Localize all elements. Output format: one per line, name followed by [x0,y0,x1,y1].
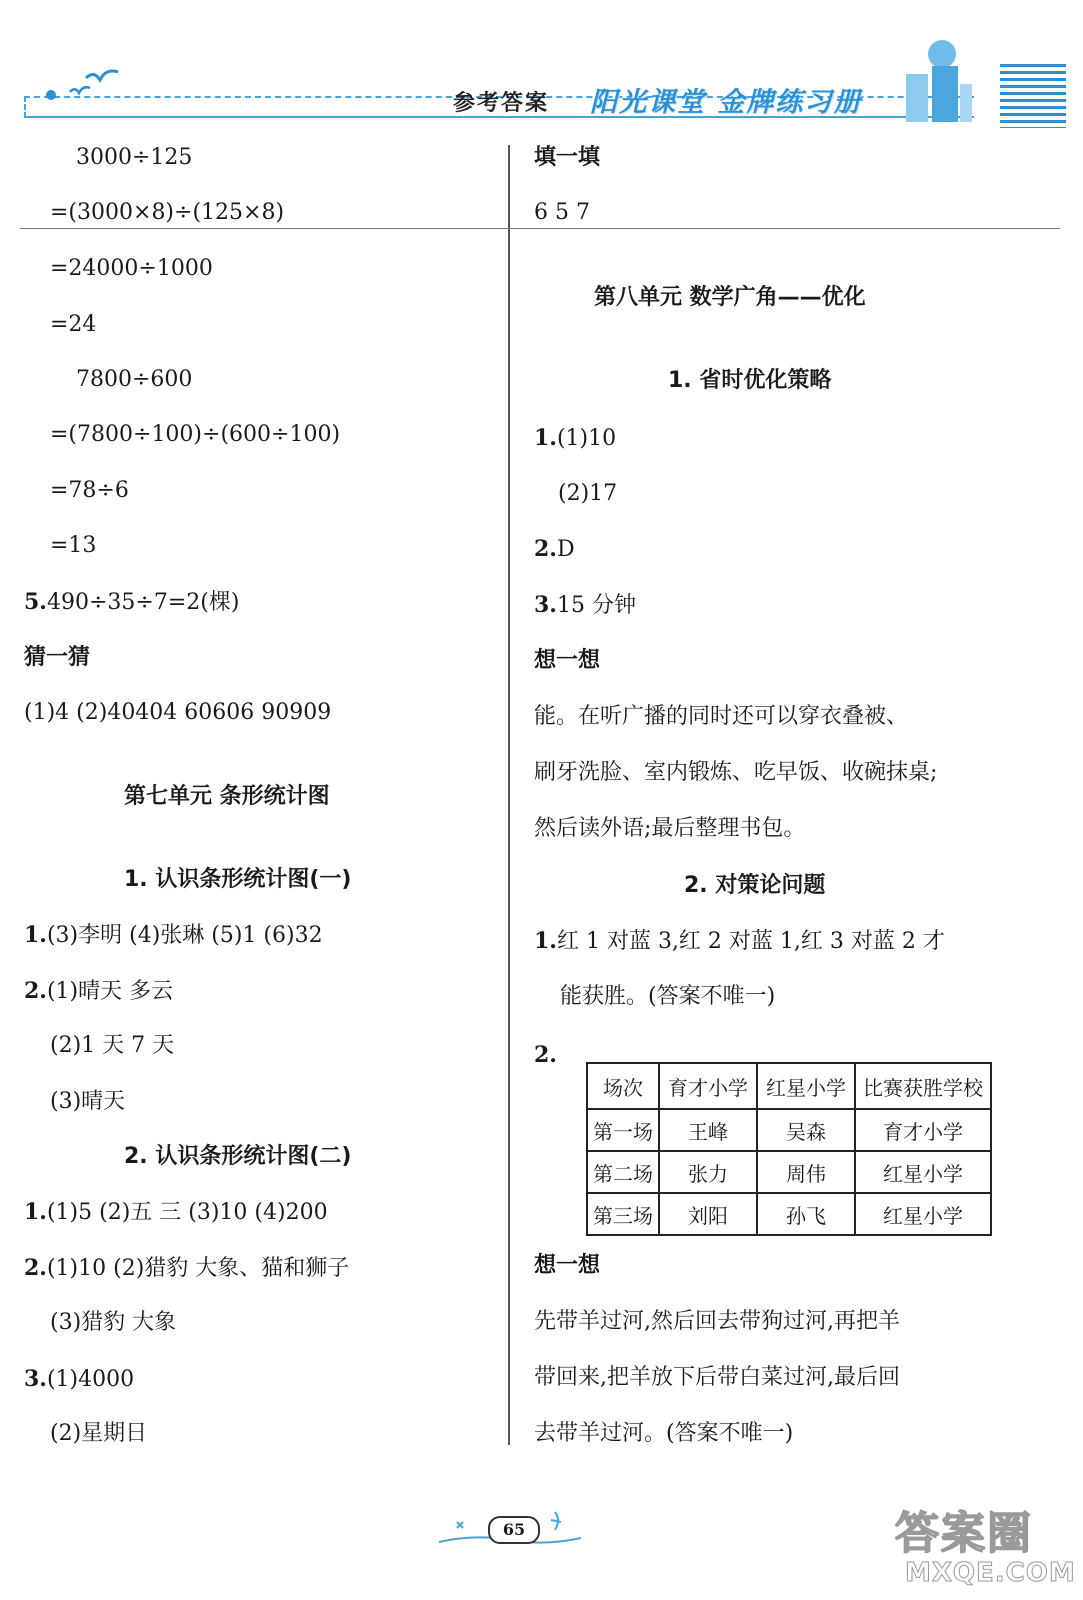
u8-s1-item-1 [534,423,616,454]
question-answer: 490÷35÷7=2(棵) [46,590,240,615]
u8-s2-q1-cont: 能获胜。(答案不唯一) [560,984,776,1009]
table-cell: 刘阳 [659,1193,757,1235]
think1-title: 想一想 [534,648,601,673]
table-cell: 张力 [659,1151,757,1193]
table-header-cell: 红星小学 [757,1063,855,1109]
watermark-url: MXQE.COM [905,1558,1076,1588]
table-cell: 孙飞 [757,1193,855,1235]
item-number: 1. [534,928,557,954]
fill-answer: 6 5 7 [534,200,590,225]
think2-line-1: 先带羊过河,然后回去带狗过河,再把羊 [534,1309,900,1334]
item-text: 15 分钟 [556,593,636,618]
fill-title: 填一填 [534,145,601,170]
left-line-4: =24 [50,312,97,337]
think2-line-3: 去带羊过河。(答案不唯一) [534,1421,794,1446]
table-header-cell: 场次 [587,1063,659,1109]
u7-section2-title: 2. 认识条形统计图(二) [124,1144,352,1169]
column-divider [508,145,510,1445]
guess-answer: (1)4 (2)40404 60606 90909 [24,700,332,725]
u8-s2-q1 [534,926,945,957]
table-cell: 第一场 [587,1109,659,1151]
item-text: (1)4000 [46,1367,135,1392]
table-header-cell: 比赛获胜学校 [855,1063,991,1109]
header-stripes [1000,64,1066,128]
unit8-title: 第八单元 数学广角——优化 [594,285,866,310]
item-text: D [556,537,575,562]
item-number: 2. [24,1255,47,1281]
table-cell: 第二场 [587,1151,659,1193]
table-cell: 王峰 [659,1109,757,1151]
item-text: (3)李明 (4)张琳 (5)1 (6)32 [46,923,323,948]
table-row [587,1151,991,1193]
think1-line-2: 刷牙洗脸、室内锻炼、吃早饭、收碗抹桌; [534,760,938,785]
u8-s1-item-3 [534,534,575,565]
table-cell: 育才小学 [855,1109,991,1151]
left-line-2: =(3000×8)÷(125×8) [50,200,285,225]
page-number: 65 [488,1516,540,1544]
page-header [0,0,1083,135]
item-number: 3. [534,592,557,618]
table-header-row [587,1063,991,1109]
u8-s1-item-2: (2)17 [558,481,618,506]
question-number: 5. [24,589,47,615]
item-number: 2. [24,978,47,1004]
item-text: (1)10 [556,426,617,451]
u7-s2-item-4 [24,1364,134,1395]
table-cell: 红星小学 [855,1151,991,1193]
item-text: (1)晴天 多云 [46,979,174,1004]
think1-line-3: 然后读外语;最后整理书包。 [534,816,806,841]
u8-s1-item-4 [534,590,636,621]
item-number: 1. [24,1199,47,1225]
table-cell: 红星小学 [855,1193,991,1235]
table-cell: 吴森 [757,1109,855,1151]
table-row [587,1193,991,1235]
u7-s1-item-3: (2)1 天 7 天 [50,1033,175,1058]
item-number: 1. [534,425,557,451]
table-cell: 周伟 [757,1151,855,1193]
question-5 [24,587,239,618]
u7-s2-item-1 [24,1197,328,1228]
left-line-1: 3000÷125 [76,145,193,170]
think2-line-2: 带回来,把羊放下后带白菜过河,最后回 [534,1365,900,1390]
left-line-3: =24000÷1000 [50,256,213,281]
u8-s2-q2-number: 2. [534,1042,557,1068]
left-line-7: =78÷6 [50,478,129,503]
u7-section1-title: 1. 认识条形统计图(一) [124,867,352,892]
item-text: 红 1 对蓝 3,红 2 对蓝 1,红 3 对蓝 2 才 [556,929,945,954]
match-result-table [586,1062,992,1236]
header-dot [46,90,56,100]
birds-icon [66,66,126,102]
table-header-cell: 育才小学 [659,1063,757,1109]
think2-title: 想一想 [534,1253,601,1278]
row-divider [20,228,1060,229]
u7-s1-item-1 [24,920,323,951]
unit7-title: 第七单元 条形统计图 [124,784,330,809]
left-line-5: 7800÷600 [76,367,193,392]
left-line-6: =(7800÷100)÷(600÷100) [50,422,341,447]
u8-section1-title: 1. 省时优化策略 [668,368,832,393]
u7-s2-item-5: (2)星期日 [50,1421,148,1446]
think1-line-1: 能。在听广播的同时还可以穿衣叠被、 [534,704,909,729]
u7-s2-item-3: (3)猎豹 大象 [50,1310,177,1335]
decor-graphic-icon [892,34,974,124]
watermark-logo: 答案圈 [895,1508,1033,1559]
u8-section2-title: 2. 对策论问题 [684,873,826,898]
header-ref-label: 参考答案 [453,90,550,116]
u7-s1-item-2 [24,976,173,1007]
table-row [587,1109,991,1151]
item-number: 1. [24,922,47,948]
item-number: 2. [534,536,557,562]
left-line-8: =13 [50,533,97,558]
table-cell: 第三场 [587,1193,659,1235]
u7-s1-item-4: (3)晴天 [50,1089,126,1114]
item-text: (1)5 (2)五 三 (3)10 (4)200 [46,1200,328,1225]
guess-title: 猜一猜 [24,645,91,670]
u7-s2-item-2 [24,1253,349,1284]
item-number: 3. [24,1366,47,1392]
item-text: (1)10 (2)猎豹 大象、猫和狮子 [46,1256,350,1281]
header-brand: 阳光课堂 金牌练习册 [590,87,863,118]
